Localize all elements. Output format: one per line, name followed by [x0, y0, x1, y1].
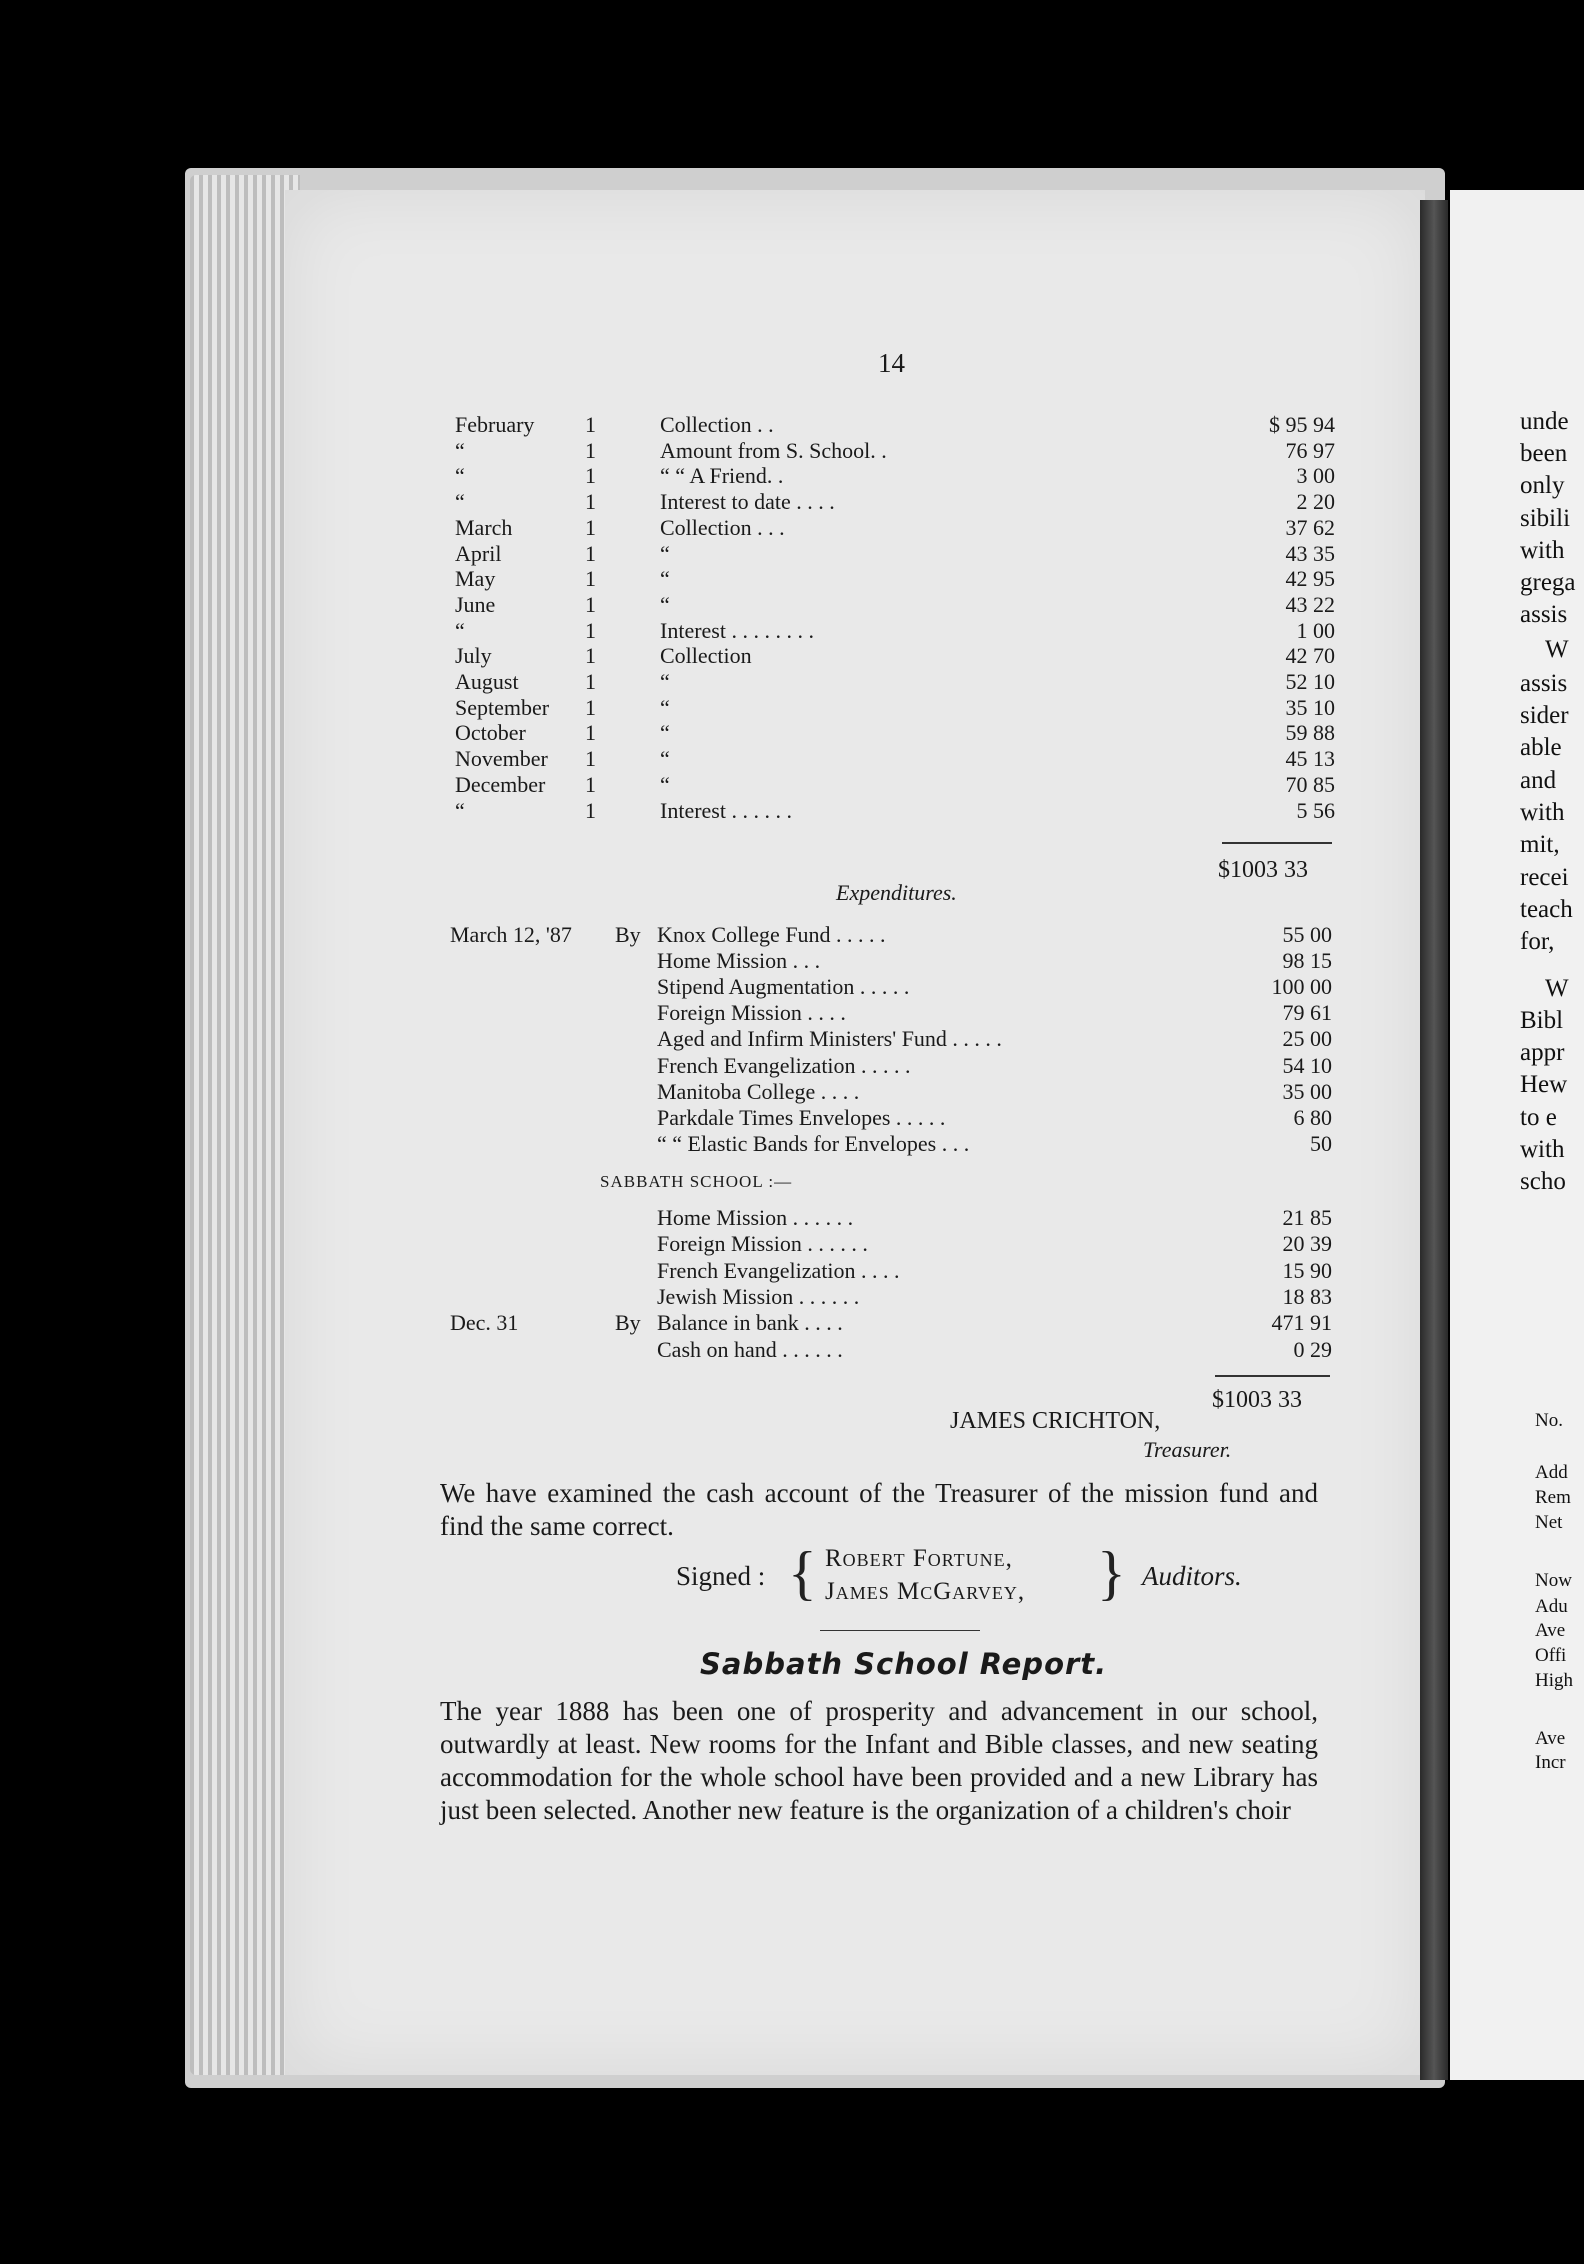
receipt-row — [455, 772, 1335, 798]
receipt-amount: 1 00 — [1296, 617, 1335, 643]
receipt-description: “ — [660, 771, 670, 797]
receipt-amount: 70 85 — [1285, 771, 1335, 797]
auditor-2: James McGarvey, — [825, 1578, 1026, 1605]
receipt-row — [455, 643, 1335, 669]
expenditures-heading: Expenditures. — [836, 880, 957, 905]
receipt-description: Collection — [660, 643, 752, 669]
receipt-description: “ — [660, 566, 670, 592]
receipt-row — [455, 592, 1335, 618]
facing-page-small-line: Ave — [1535, 1620, 1566, 1641]
receipt-day: 1 — [585, 437, 596, 463]
receipt-description: Amount from S. School. . — [660, 437, 887, 463]
receipt-description: “ — [660, 669, 670, 694]
expenditure-row — [450, 974, 1332, 1000]
facing-page-small-line: Adu — [1535, 1596, 1568, 1617]
expenditure-amount: 25 00 — [1282, 1026, 1332, 1052]
expenditure-row — [450, 1337, 1332, 1363]
facing-page-small-line: Offi — [1535, 1645, 1567, 1666]
receipt-row — [455, 746, 1335, 772]
receipt-month: “ — [455, 617, 465, 643]
expenditure-amount: 100 00 — [1271, 974, 1332, 1000]
facing-page-line: to e — [1520, 1104, 1557, 1131]
expenditure-row — [450, 1026, 1332, 1052]
page-edges — [190, 175, 300, 2075]
facing-page-line: been — [1520, 440, 1568, 467]
expenditure-description: Aged and Infirm Ministers' Fund . . . . . — [657, 1026, 1002, 1052]
expenditure-row — [450, 1205, 1332, 1231]
expenditure-row — [450, 1000, 1332, 1026]
facing-page-small-line: Now — [1535, 1570, 1572, 1591]
expenditure-row — [450, 922, 1332, 948]
expenditure-description: Foreign Mission . . . . — [657, 1000, 846, 1026]
expenditure-amount: 18 83 — [1282, 1283, 1332, 1309]
receipt-day: 1 — [585, 489, 596, 515]
receipt-amount: 59 88 — [1285, 720, 1335, 746]
expenditure-amount: 98 15 — [1282, 948, 1332, 974]
facing-page-small-line: High — [1535, 1670, 1573, 1691]
receipt-description: Interest to date . . . . — [660, 489, 835, 515]
receipt-description: “ — [660, 540, 670, 566]
expenditure-row — [450, 948, 1332, 974]
expenditure-by: By — [615, 922, 641, 947]
report-paragraph: The year 1888 has been one of prosperity and advancement in our school, outwardly at least. New rooms for the Infant and Bible classes, and new seating accommodation for the whole school have been provided and a new Library has just been selected. Another new feature is the organization of a children's choir — [440, 1696, 1318, 1825]
treasurer-name: JAMES CRICHTON, — [950, 1408, 1161, 1434]
expenditure-amount: 0 29 — [1293, 1336, 1332, 1362]
facing-page-line: with — [1520, 799, 1565, 826]
receipt-day: 1 — [585, 540, 596, 566]
receipt-description: “ — [660, 746, 670, 772]
facing-page-line: grega — [1520, 569, 1576, 596]
receipt-amount: 3 00 — [1296, 463, 1335, 489]
treasurer-title: Treasurer. — [1143, 1437, 1232, 1462]
expenditure-description: Knox College Fund . . . . . — [657, 922, 886, 947]
expenditure-row — [450, 1105, 1332, 1131]
receipt-amount: 43 35 — [1285, 540, 1335, 566]
facing-page-line: with — [1520, 537, 1565, 564]
total-rule — [1222, 842, 1332, 844]
receipt-row — [455, 669, 1335, 695]
expenditure-row — [450, 1131, 1332, 1157]
expenditure-by: By — [615, 1310, 641, 1336]
facing-page-line: assis — [1520, 601, 1568, 628]
expenditure-row — [450, 1079, 1332, 1105]
receipt-month: “ — [455, 797, 465, 823]
expenditure-amount: 35 00 — [1282, 1078, 1332, 1104]
receipt-month: “ — [455, 437, 465, 463]
receipt-amount: 35 10 — [1285, 694, 1335, 720]
receipt-day: 1 — [585, 514, 596, 540]
auditor-1: Robert Fortune, — [825, 1545, 1013, 1572]
receipt-month: “ — [455, 489, 465, 515]
receipt-description: Interest . . . . . . — [660, 797, 792, 823]
facing-page-small-line: No. — [1535, 1410, 1563, 1431]
receipt-month: April — [455, 540, 502, 566]
expenditure-amount: 79 61 — [1282, 1000, 1332, 1026]
receipt-row — [455, 618, 1335, 644]
right-brace: } — [1097, 1540, 1126, 1606]
expenditure-row — [450, 1053, 1332, 1079]
expenditure-amount: 471 91 — [1271, 1310, 1332, 1336]
facing-page-line: W — [1545, 636, 1569, 663]
receipt-amount: 43 22 — [1285, 591, 1335, 617]
signed-label: Signed : — [676, 1561, 766, 1591]
facing-page-small-line: Rem — [1535, 1487, 1571, 1508]
expenditure-row — [450, 1258, 1332, 1284]
receipt-day: 1 — [585, 566, 596, 592]
auditors-label: Auditors. — [1142, 1561, 1242, 1591]
receipt-day: 1 — [585, 720, 596, 746]
receipt-month: November — [455, 746, 548, 772]
expenditure-description: Jewish Mission . . . . . . — [657, 1283, 860, 1309]
receipt-description: “ — [660, 591, 670, 617]
receipt-amount: 5 56 — [1296, 797, 1335, 823]
facing-page-line: and — [1520, 767, 1557, 794]
receipt-month: February — [455, 412, 535, 437]
receipt-day: 1 — [585, 591, 596, 617]
receipt-amount: 45 13 — [1285, 746, 1335, 772]
expenditure-amount: 55 00 — [1282, 922, 1332, 947]
receipt-month: “ — [455, 463, 465, 489]
total-rule — [1215, 1375, 1330, 1377]
receipt-amount: 2 20 — [1296, 489, 1335, 515]
expenditure-row — [450, 1231, 1332, 1257]
expenditure-description: Cash on hand . . . . . . — [657, 1336, 843, 1362]
facing-page-small-line: Ave — [1535, 1728, 1566, 1749]
receipt-description: Collection . . . — [660, 514, 785, 540]
receipt-month: July — [455, 643, 492, 669]
receipt-day: 1 — [585, 746, 596, 772]
receipt-row — [455, 489, 1335, 515]
facing-page-line: teach — [1520, 896, 1573, 923]
receipt-row — [455, 566, 1335, 592]
receipt-row — [455, 515, 1335, 541]
expenditure-description: French Evangelization . . . . . — [657, 1052, 911, 1078]
receipt-description: “ “ A Friend. . — [660, 463, 784, 489]
expenditure-amount: 20 39 — [1282, 1231, 1332, 1257]
facing-page-line: for, — [1520, 928, 1555, 955]
receipt-month: September — [455, 694, 550, 720]
expenditure-amount: 15 90 — [1282, 1257, 1332, 1283]
expenditure-description: Parkdale Times Envelopes . . . . . — [657, 1104, 946, 1130]
receipt-amount: 52 10 — [1285, 669, 1335, 694]
receipt-row — [455, 438, 1335, 464]
expenditure-amount: 21 85 — [1282, 1205, 1332, 1230]
receipt-row — [455, 798, 1335, 824]
receipt-month: May — [455, 566, 496, 592]
facing-page-line: recei — [1520, 864, 1569, 891]
receipt-amount: 37 62 — [1285, 514, 1335, 540]
receipt-row — [455, 463, 1335, 489]
facing-page-small-line: Net — [1535, 1512, 1563, 1533]
expenditure-amount: 50 — [1310, 1130, 1332, 1156]
expenditure-amount: 6 80 — [1293, 1104, 1332, 1130]
facing-page-line: sibili — [1520, 505, 1571, 532]
receipt-row — [455, 412, 1335, 438]
receipt-amount: 42 70 — [1285, 643, 1335, 669]
left-brace: { — [788, 1540, 817, 1606]
facing-page-line: assis — [1520, 670, 1568, 697]
sabbath-school-label: SABBATH SCHOOL :— — [600, 1172, 793, 1191]
receipt-day: 1 — [585, 694, 596, 720]
receipt-day: 1 — [585, 771, 596, 797]
receipt-amount: 76 97 — [1285, 437, 1335, 463]
receipt-month: December — [455, 771, 546, 797]
expenditure-description: Foreign Mission . . . . . . — [657, 1231, 868, 1257]
expenditure-row — [450, 1284, 1332, 1310]
expenditure-description: “ “ Elastic Bands for Envelopes . . . — [657, 1130, 970, 1156]
audit-statement: We have examined the cash account of the Treasurer of the mission fund and find the same correct. — [440, 1478, 1318, 1541]
section-divider — [820, 1630, 980, 1631]
receipt-row — [455, 541, 1335, 567]
expenditure-description: Home Mission . . . — [657, 948, 821, 974]
receipt-month: March — [455, 514, 513, 540]
receipt-day: 1 — [585, 617, 596, 643]
receipt-row — [455, 695, 1335, 721]
expenditure-row — [450, 1310, 1332, 1336]
facing-page-line: only — [1520, 472, 1565, 499]
receipt-description: “ — [660, 720, 670, 746]
receipt-day: 1 — [585, 669, 596, 694]
receipt-row — [455, 720, 1335, 746]
expenditure-date: Dec. 31 — [450, 1310, 519, 1336]
receipt-description: Interest . . . . . . . . — [660, 617, 814, 643]
facing-page-line: Bibl — [1520, 1007, 1564, 1034]
receipt-amount: 42 95 — [1285, 566, 1335, 592]
expenditure-description: Stipend Augmentation . . . . . — [657, 974, 910, 1000]
receipt-month: June — [455, 591, 496, 617]
facing-page-line: unde — [1520, 408, 1569, 435]
facing-page-small-line: Incr — [1535, 1752, 1566, 1773]
receipt-amount: $ 95 94 — [1269, 412, 1335, 437]
expenditure-amount: 54 10 — [1282, 1052, 1332, 1078]
receipt-description: “ — [660, 694, 670, 720]
facing-page-line: Hew — [1520, 1071, 1568, 1098]
facing-page-line: able — [1520, 734, 1562, 761]
receipt-day: 1 — [585, 797, 596, 823]
book-gutter — [1420, 200, 1448, 2080]
receipt-month: October — [455, 720, 526, 746]
report-title: Sabbath School Report. — [700, 1647, 1108, 1681]
expenditure-date: March 12, '87 — [450, 922, 572, 947]
facing-page-line: scho — [1520, 1168, 1566, 1195]
expenditure-description: Home Mission . . . . . . — [657, 1205, 854, 1230]
expenditure-description: Manitoba College . . . . — [657, 1078, 860, 1104]
facing-page-line: W — [1545, 975, 1569, 1002]
receipts-total: $1003 33 — [1218, 857, 1308, 883]
receipt-day: 1 — [585, 463, 596, 489]
receipt-day: 1 — [585, 643, 596, 669]
receipt-description: Collection . . — [660, 412, 774, 437]
receipt-month: August — [455, 669, 519, 694]
facing-page-small-line: Add — [1535, 1462, 1568, 1483]
facing-page-line: sider — [1520, 702, 1569, 729]
facing-page-line: mit, — [1520, 831, 1560, 858]
facing-page-line: with — [1520, 1136, 1565, 1163]
page-number: 14 — [878, 348, 905, 378]
expenditure-description: French Evangelization . . . . — [657, 1257, 900, 1283]
facing-page-line: appr — [1520, 1039, 1565, 1066]
expenditure-description: Balance in bank . . . . — [657, 1310, 843, 1336]
expenditures-total: $1003 33 — [1212, 1387, 1302, 1413]
receipt-day: 1 — [585, 412, 596, 437]
